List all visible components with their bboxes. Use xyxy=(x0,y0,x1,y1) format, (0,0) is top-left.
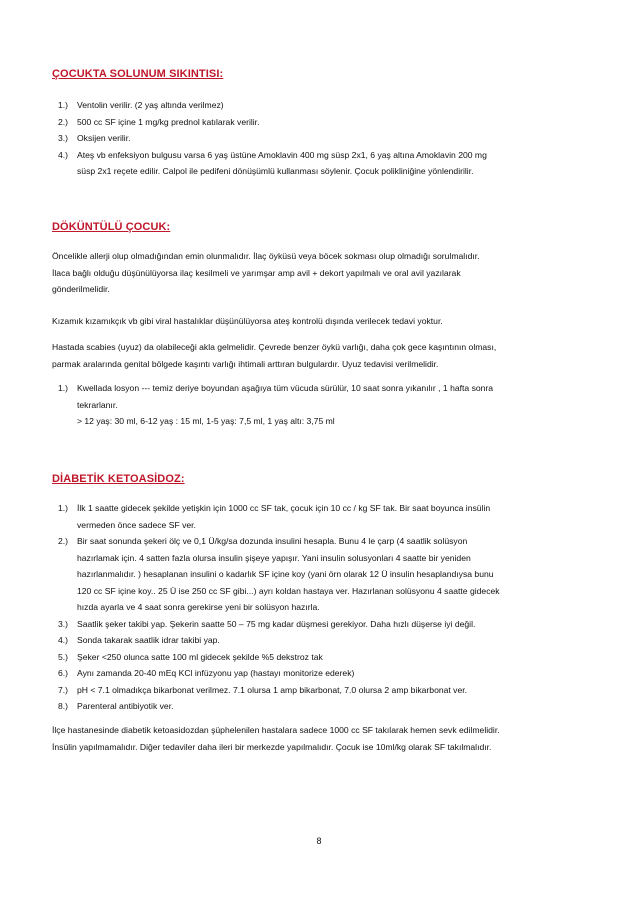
list-item xyxy=(58,682,598,699)
list-item xyxy=(58,114,598,131)
list-item-number: 1.) xyxy=(58,100,69,110)
section-list-dokuntu xyxy=(58,380,598,430)
list-item-text xyxy=(77,632,598,649)
text-line: İnsülin yapılmamalıdır. Diğer tedaviler daha ileri bir merkezde yapılmalıdır. Çocuk ise 10ml/kg olarak SF takılmalıdır. xyxy=(52,741,492,752)
list-item-number: 4.) xyxy=(58,149,69,160)
text-line: vermeden önce sadece SF ver. xyxy=(77,519,196,530)
text-line: gönderilmelidir. xyxy=(52,284,110,294)
list-item xyxy=(58,380,598,430)
list-item xyxy=(58,533,598,616)
text-line: pH < 7.1 olmadıkça bikarbonat verilmez. 7.1 olursa 1 amp bikarbonat, 7.0 olursa 2 amp bikarbonat ver. xyxy=(77,684,468,695)
list-item-number: 6.) xyxy=(58,668,69,678)
text-line: Bir saat sonunda şekeri ölç ve 0,1 Ü/kg/sa dozunda insulini hesapla. Bunu 4 le çarp (4 saatlik solüsyon xyxy=(77,536,468,546)
list-item-text xyxy=(77,665,598,682)
list-item-number: 3.) xyxy=(58,618,69,629)
section-list-ketoasidoz xyxy=(58,500,598,715)
section-heading-ketoasidoz: DİABETİK KETOASİDOZ: xyxy=(52,473,185,485)
list-item xyxy=(58,97,598,114)
text-line: Şeker <250 olunca satte 100 ml gidecek şekilde %5 dekstroz tak xyxy=(77,651,323,662)
list-item-number: 1.) xyxy=(58,503,69,513)
paragraph-allerji xyxy=(52,248,600,298)
list-item-number: 4.) xyxy=(58,635,69,645)
page-number: 8 xyxy=(316,836,322,846)
section-list-solunum xyxy=(58,97,598,180)
list-item xyxy=(58,665,598,682)
paragraph-kizamik xyxy=(52,313,600,330)
text-line: Hastada scabies (uyuz) da olabileceği akla gelmelidir. Çevrede benzer öykü varlığı, daha çok gece kaşıntının olması, xyxy=(52,342,497,352)
list-item xyxy=(58,147,598,180)
paragraph-ilce-hastanesi xyxy=(52,722,600,755)
list-item-number: 8.) xyxy=(58,701,69,711)
list-item-text xyxy=(77,616,598,633)
section-heading-dokuntu: DÖKÜNTÜLÜ ÇOCUK: xyxy=(52,221,171,233)
list-item xyxy=(58,632,598,649)
text-line: Sonda takarak saatlik idrar takibi yap. xyxy=(77,635,220,645)
text-line: hızda ayarla ve 4 saat sonra gerekirse yeni bir solüsyon hazırla. xyxy=(77,602,320,612)
text-line: Aynı zamanda 20-40 mEq KCl infüzyonu yap (hastayı monitorize ederek) xyxy=(77,668,355,678)
text-line: parmak aralarında genital bölgede kaşıntı varlığı ihtimali arttıran bulgulardır. Uyuz tedavisi verilmelidir. xyxy=(52,358,439,369)
text-line: Parenteral antibiyotik ver. xyxy=(77,701,174,711)
list-item-text xyxy=(77,97,598,114)
text-line: Oksijen verilir. xyxy=(77,133,131,143)
list-item xyxy=(58,616,598,633)
text-line: Kwellada losyon --- temiz deriye boyundan aşağıya tüm vücuda sürülür, 10 saat sonra yıkanılır , 1 hafta sonra xyxy=(77,383,494,393)
text-line: İlaca bağlı olduğu düşünülüyorsa ilaç kesilmeli ve yarımşar amp avil + dekort yapılmalı ve oral avil yazılarak xyxy=(52,267,461,278)
text-line: 120 cc SF içine koy.. 25 Ü ise 250 cc SF gibi...) ayrı koldan hastaya ver. Hazırlanan solüsyonu 4 saatte gidecek xyxy=(77,585,500,596)
text-line: 500 cc SF içine 1 mg/kg prednol katılarak verilir. xyxy=(77,116,260,127)
text-line: Saatlik şeker takibi yap. Şekerin saatte 50 – 75 mg kadar düşmesi gerekiyor. Daha hızlı düşerse iyi değil. xyxy=(77,618,476,629)
text-line: İlk 1 saatte gidecek şekilde yetişkin için 1000 cc SF tak, çocuk için 10 cc / kg SF tak. Bir saat boyunca insülin xyxy=(77,503,491,513)
list-item-number: 7.) xyxy=(58,684,69,695)
list-item-number: 5.) xyxy=(58,651,69,662)
list-item-text xyxy=(77,533,598,616)
text-line: hazırlanmalıdır. ) hesaplanan insulini o kadarlık SF içine koy (yani örn olarak 12 Ü insulin hesaplandıysa bunu xyxy=(77,569,494,579)
list-item-number: 1.) xyxy=(58,383,69,393)
list-item-text xyxy=(77,649,598,666)
text-line: hazırlamak için. 4 satten fazla olursa insulin şişeye yapışır. Yani insulin solusyonları 4 saatte bir yeniden xyxy=(77,552,471,563)
text-line: > 12 yaş: 30 ml, 6-12 yaş : 15 ml, 1-5 yaş: 7,5 ml, 1 yaş altı: 3,75 ml xyxy=(77,416,335,426)
text-line: İlçe hastanesinde diabetik ketoasidozdan şüphelenilen hastalara sadece 1000 cc SF takılarak hemen sevk edilmelidir. xyxy=(52,725,500,735)
list-item-number: 2.) xyxy=(58,536,69,546)
list-item-text xyxy=(77,114,598,131)
list-item-text xyxy=(77,682,598,699)
text-line: Ventolin verilir. (2 yaş altında verilmez) xyxy=(77,100,224,110)
text-line: Öncelikle allerji olup olmadığından emin olunmalıdır. İlaç öyküsü veya böcek sokması olup olmadığı sorulmalıdır. xyxy=(52,251,480,261)
list-item-text xyxy=(77,147,598,180)
text-line: tekrarlanır. xyxy=(77,399,118,410)
section-heading-solunum: ÇOCUKTA SOLUNUM SIKINTISI: xyxy=(52,68,224,80)
list-item-text xyxy=(77,380,598,430)
list-item xyxy=(58,130,598,147)
list-item-text xyxy=(77,500,598,533)
list-item-number: 3.) xyxy=(58,133,69,143)
text-line: Ateş vb enfeksiyon bulgusu varsa 6 yaş üstüne Amoklavin 400 mg süsp 2x1, 6 yaş altına Amoklavin 200 mg xyxy=(77,149,487,160)
list-item xyxy=(58,649,598,666)
text-line: Kızamık kızamıkçık vb gibi viral hastalıklar düşünülüyorsa ateş kontrolü dışında verilecek tedavi yoktur. xyxy=(52,316,443,326)
list-item xyxy=(58,698,598,715)
list-item-number: 2.) xyxy=(58,116,69,127)
list-item-text xyxy=(77,698,598,715)
list-item xyxy=(58,500,598,533)
list-item-text xyxy=(77,130,598,147)
paragraph-scabies xyxy=(52,339,600,372)
text-line: süsp 2x1 reçete edilir. Calpol ile pedifeni dönüşümlü kullanması söylenir. Çocuk polikliniğine yönlendirilir. xyxy=(77,166,474,176)
